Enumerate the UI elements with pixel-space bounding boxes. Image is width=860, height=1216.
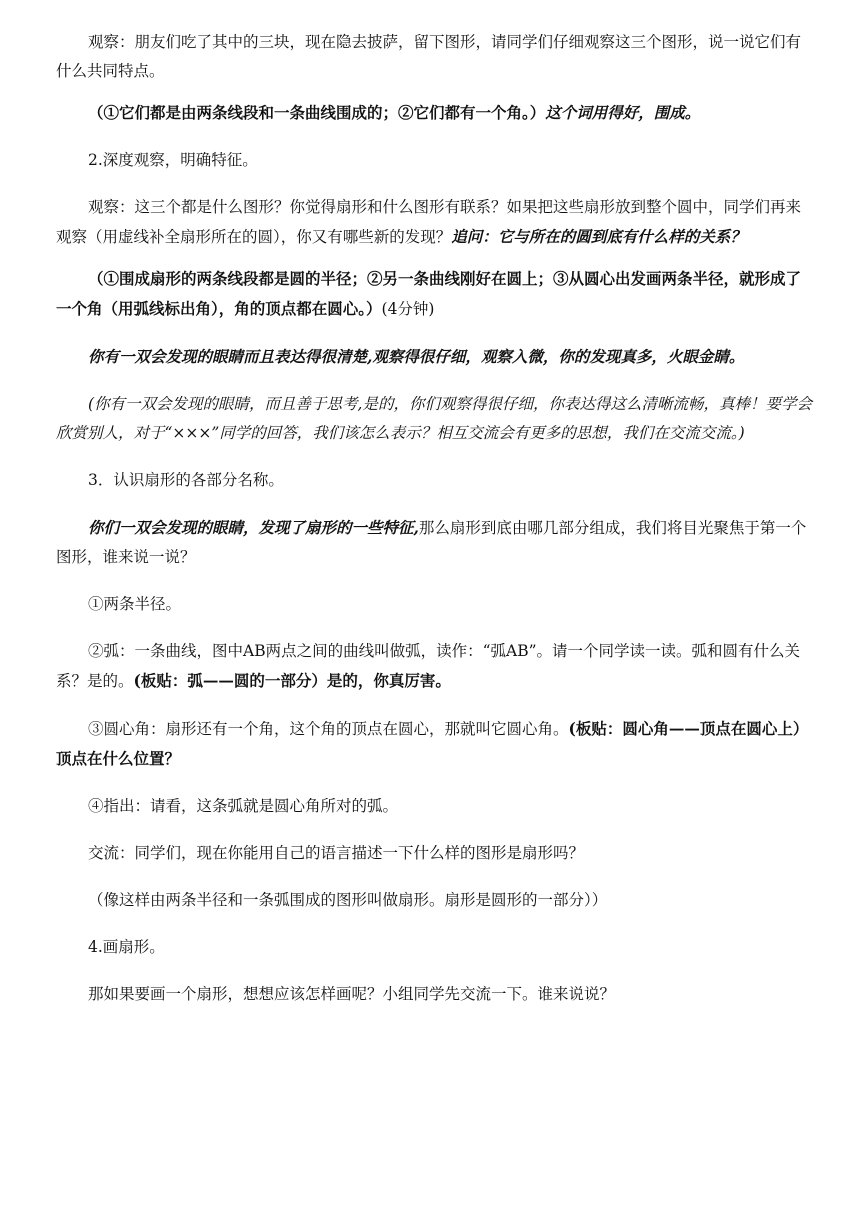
text-run-italic: (你有一双会发现的眼睛，而且善于思考,是的，你们观察得很仔细，你表达得这么清晰流畅，真棒！要学会欣赏别人，对于“×××”同学的回答，我们该怎么表示？相互交流会有更多的思想，我们在交流交流。) (56, 395, 812, 442)
text-run: 3．认识扇形的各部分名称。 (88, 471, 284, 489)
paragraph-praise (56, 342, 812, 372)
text-run: 4.画扇形。 (88, 938, 165, 956)
paragraph-draw-question (88, 980, 812, 1009)
heading-draw-sector (88, 933, 812, 962)
paragraph-discussion (88, 839, 812, 868)
text-run-bold-italic: 你们一双会发现的眼睛，发现了扇形的一些特征, (88, 518, 419, 537)
paragraph-praise-note (56, 390, 812, 448)
paragraph-point-out (56, 792, 812, 821)
text-run: 2.深度观察，明确特征。 (88, 151, 258, 169)
text-run: 那如果要画一个扇形，想想应该怎样画呢？小组同学先交流一下。谁来说说？ (88, 985, 616, 1003)
text-run-bold-italic: 你有一双会发现的眼睛而且表达得很清楚,观察得很仔细，观察入微，你的发现真多，火眼金睛。 (88, 347, 745, 366)
text-run-bold-italic: 这个词用得好，围成。 (545, 103, 701, 122)
text-run-bold: (板贴：弧——圆的一部分）是的，你真厉害。 (133, 671, 451, 690)
text-run: ③圆心角：扇形还有一个角，这个角的顶点在圆心，那就叫它圆心角。 (88, 720, 569, 738)
heading-deep-observe (56, 146, 812, 175)
text-run: (4分钟) (381, 300, 435, 318)
text-run: 交流：同学们，现在你能用自己的语言描述一下什么样的图形是扇形吗？ (88, 844, 585, 862)
text-run-bold: (板贴：圆心角——顶点在圆心上）顶点在什么位置？ (56, 719, 809, 768)
paragraph-observe-questions (56, 193, 812, 252)
paragraph-arc (56, 637, 812, 696)
paragraph-central-angle (56, 714, 812, 774)
text-run-bold: （①围成扇形的两条线段都是圆的半径；②另一条曲线刚好在圆上；③从圆心出发画两条半径，就形成了一个角（用弧线标出角），角的顶点都在圆心。） (56, 269, 802, 318)
paragraph-sector-parts-question (56, 513, 812, 572)
heading-sector-parts (56, 466, 812, 495)
text-run: 那么扇形到底由哪几部分组成，我们将目光聚焦于第一个图形，谁来说一说？ (56, 519, 807, 566)
text-run-bold-italic: 追问：它与所在的圆到底有什么样的关系？ (451, 227, 746, 246)
paragraph-sector-features (56, 264, 812, 324)
paragraph-sector-definition (88, 886, 812, 915)
paragraph-observe-intro (56, 28, 812, 86)
text-run: （像这样由两条半径和一条弧围成的图形叫做扇形。扇形是圆形的一部分）） (88, 891, 608, 909)
text-run-bold: （①它们都是由两条线段和一条曲线围成的；②它们都有一个角。） (88, 103, 546, 122)
text-run: 观察：朋友们吃了其中的三块，现在隐去披萨，留下图形，请同学们仔细观察这三个图形，说一说它们有什么共同特点。 (56, 33, 802, 80)
text-run: 观察：这三个都是什么图形？你觉得扇形和什么图形有联系？如果把这些扇形放到整个圆中，同学们再来观察（用虚线补全扇形所在的圆），你又有哪些新的发现？ (56, 198, 802, 246)
text-run: ①两条半径。 (88, 595, 182, 613)
paragraph-two-radii (56, 590, 812, 619)
text-run: ②弧：一条曲线，图中AB两点之间的曲线叫做弧，读作：“弧AB”。请一个同学读一读。弧和圆有什么关系？是的。 (56, 642, 801, 690)
text-run: ④指出：请看，这条弧就是圆心角所对的弧。 (88, 797, 399, 815)
paragraph-common-features (56, 98, 812, 128)
